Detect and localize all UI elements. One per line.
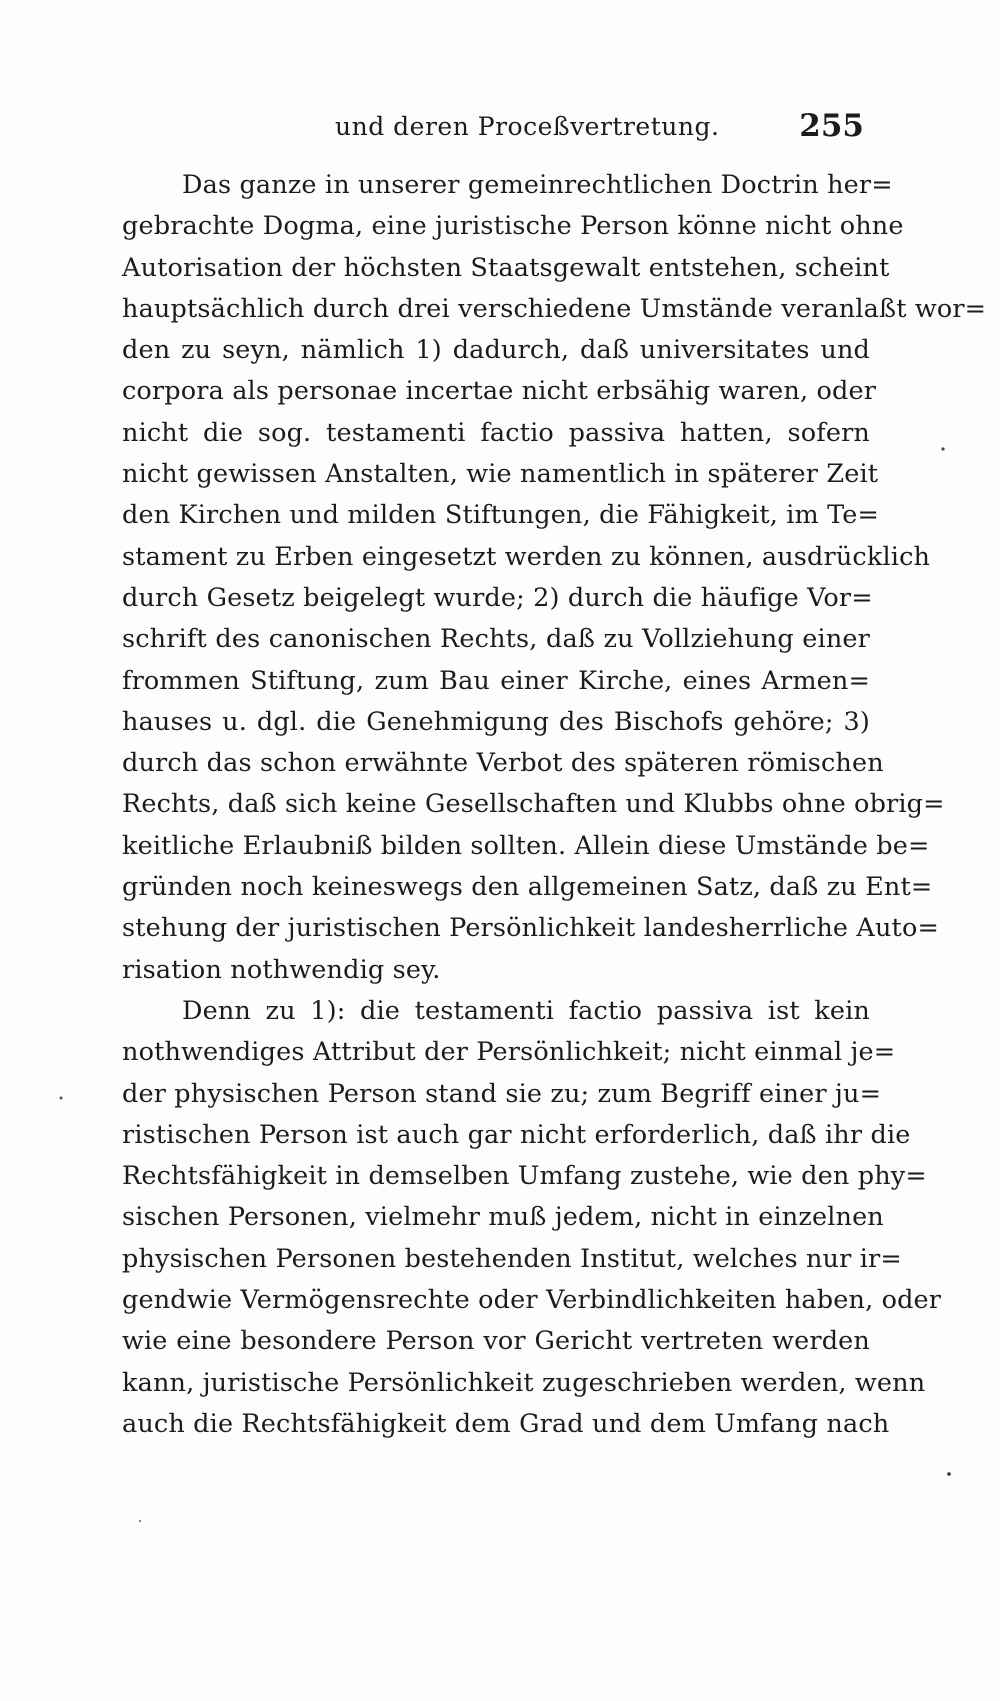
text-line: gebrachte Dogma, eine juristische Person könne nicht ohne [122,211,904,242]
text-line: stehung der juristischen Persönlichkeit landesherrliche Auto= [122,913,939,944]
text-line: Denn zu 1): die testamenti factio passiva ist kein [182,995,870,1026]
text-line: wie eine besondere Person vor Gericht vertreten werden [122,1326,870,1357]
text-line: hauses u. dgl. die Genehmigung des Bischofs gehöre; 3) [122,706,870,737]
page-header [120,108,872,152]
text-line: nicht die sog. testamenti factio passiva hatten, sofern [122,417,870,448]
text-line: auch die Rechtsfähigkeit dem Grad und dem Umfang nach [122,1408,890,1439]
text-line: durch Gesetz beigelegt wurde; 2) durch die häufige Vor= [122,582,873,613]
text-line: gendwie Vermögensrechte oder Verbindlichkeiten haben, oder [122,1285,942,1316]
text-line: frommen Stiftung, zum Bau einer Kirche, eines Armen= [122,665,870,696]
running-head: und deren Proceßvertretung. [335,112,720,141]
text-line: sischen Personen, vielmehr muß jedem, nicht in einzelnen [122,1202,884,1233]
body-text [122,165,987,1445]
text-line: den zu seyn, nämlich 1) dadurch, daß universitates und [122,335,870,366]
text-line: risation nothwendig sey. [122,954,441,985]
text-line: hauptsächlich durch drei verschiedene Umstände veranlaßt wor= [122,293,987,324]
page-number: 255 [799,108,864,144]
text-line: schrift des canonischen Rechts, daß zu Vollziehung einer [122,624,870,655]
text-line: nothwendiges Attribut der Persönlichkeit; nicht einmal je= [122,1037,896,1068]
text-line: der physischen Person stand sie zu; zum Begriff einer ju= [122,1078,882,1109]
text-line: Autorisation der höchsten Staatsgewalt entstehen, scheint [122,252,890,283]
text-line: durch das schon erwähnte Verbot des späteren römischen [122,748,884,779]
text-line: stament zu Erben eingesetzt werden zu können, ausdrücklich [122,541,931,572]
text-line: kann, juristische Persönlichkeit zugeschrieben werden, wenn [122,1367,926,1398]
text-line: nicht gewissen Anstalten, wie namentlich in späterer Zeit [122,459,879,490]
text-line: Das ganze in unserer gemeinrechtlichen Doctrin her= [182,170,893,200]
text-line: Rechts, daß sich keine Gesellschaften und Klubbs ohne obrig= [122,789,945,820]
text-line: physischen Personen bestehenden Institut, welches nur ir= [122,1243,902,1274]
text-line: corpora als personae incertae nicht erbsähig waren, oder [122,376,877,407]
text-line: Rechtsfähigkeit in demselben Umfang zustehe, wie den phy= [122,1161,927,1192]
text-line: keitliche Erlaubniß bilden sollten. Allein diese Umstände be= [122,830,930,861]
text-line: ristischen Person ist auch gar nicht erforderlich, daß ihr die [122,1119,911,1150]
text-line: den Kirchen und milden Stiftungen, die Fähigkeit, im Te= [122,500,880,531]
text-line: gründen noch keineswegs den allgemeinen Satz, daß zu Ent= [122,872,933,903]
